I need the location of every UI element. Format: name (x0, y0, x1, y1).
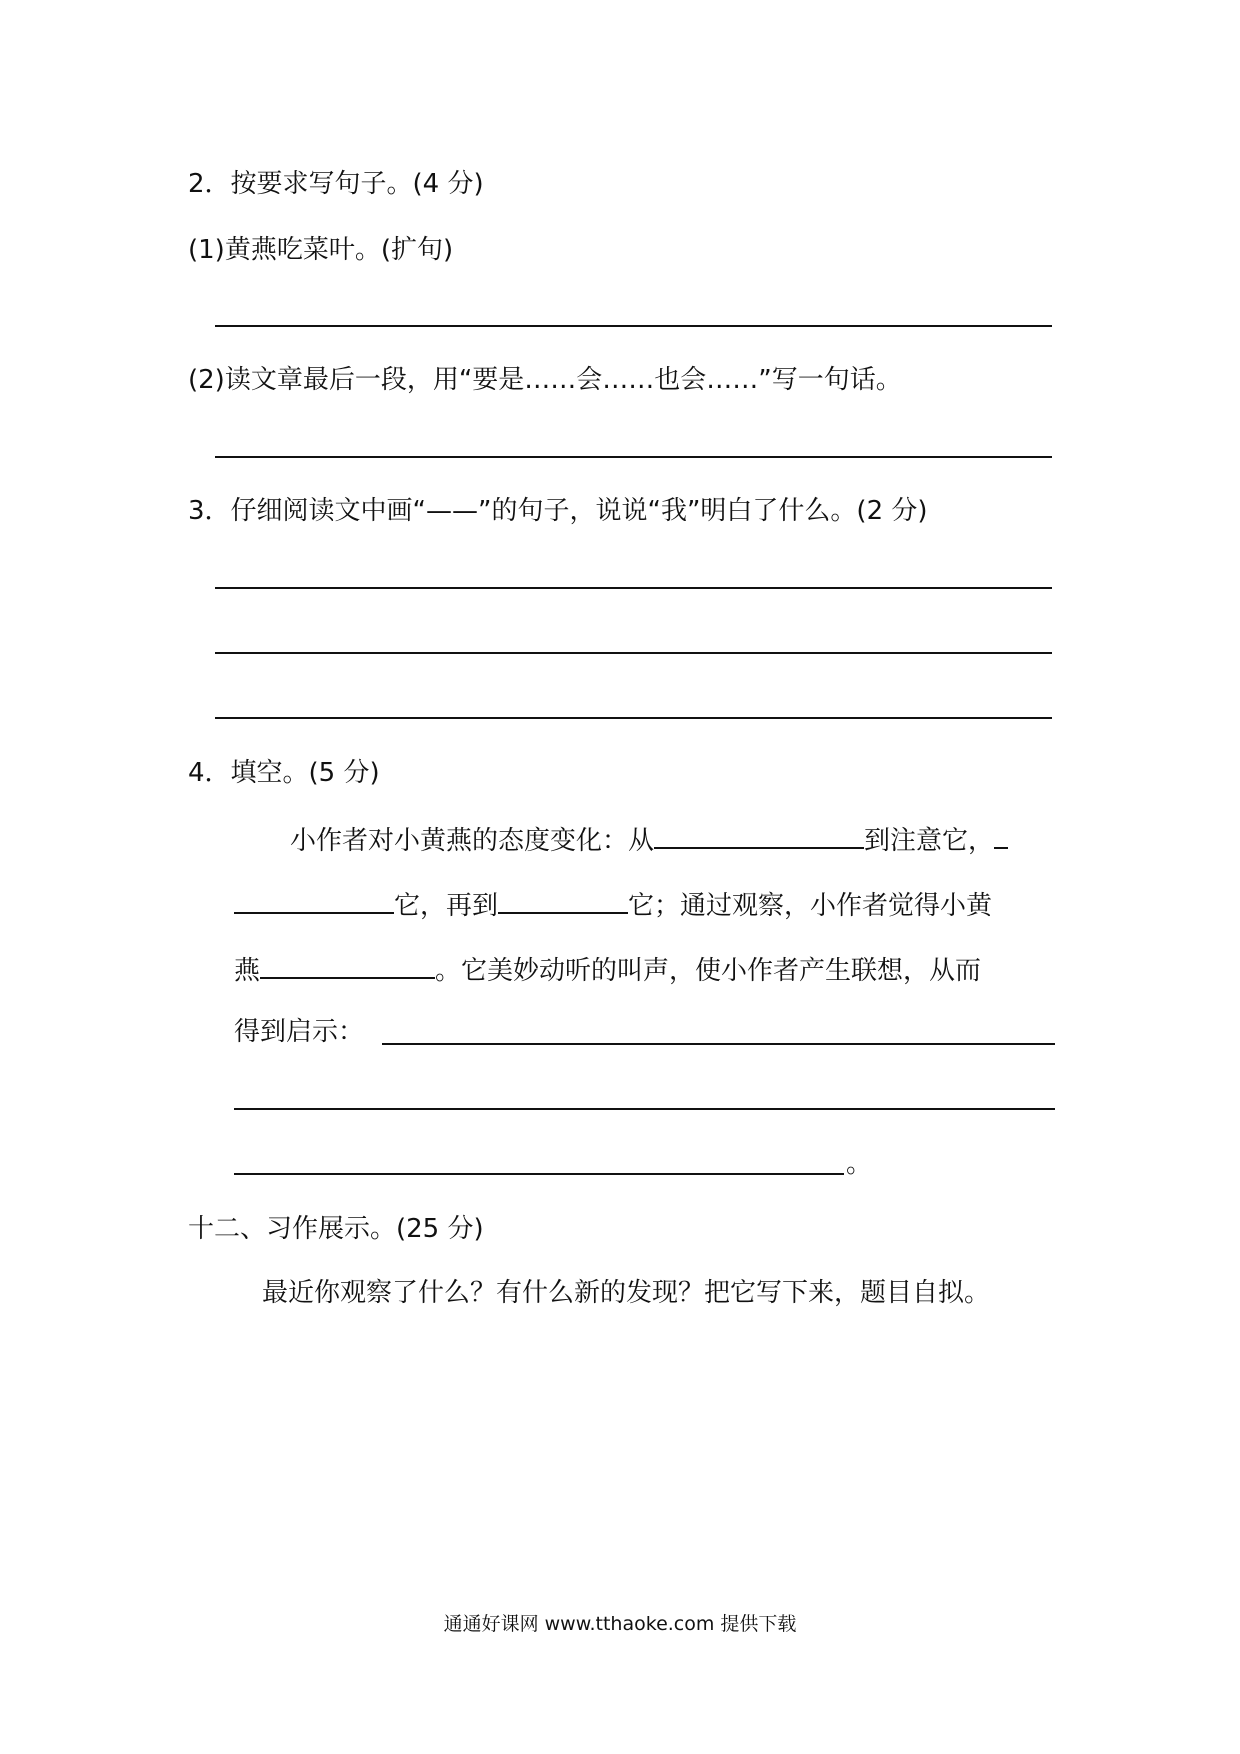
section-12-prompt: 最近你观察了什么？有什么新的发现？把它写下来，题目自拟。 (262, 1278, 991, 1308)
answer-line-q2-2[interactable] (215, 456, 1052, 458)
q4-line-2 (234, 886, 992, 922)
answer-line-q3-2[interactable] (215, 652, 1052, 654)
answer-line-q2-1[interactable] (215, 325, 1052, 327)
blank-attitude-3[interactable] (498, 886, 628, 914)
q4-line1-text-a: 小作者对小黄燕的态度变化：从 (290, 826, 655, 856)
q4-line2-text-b: 它；通过观察，小作者觉得小黄 (628, 891, 993, 921)
answer-line-q4-inspiration-2[interactable] (234, 1108, 1055, 1110)
blank-attitude-2-start[interactable] (994, 821, 1008, 849)
section-12-heading: 十二、习作展示。(25 分) (188, 1214, 484, 1244)
q4-line-3 (234, 951, 981, 987)
q2-heading: 2．按要求写句子。(4 分) (188, 169, 484, 199)
q4-heading: 4．填空。(5 分) (188, 758, 380, 788)
answer-line-q4-inspiration-3[interactable] (234, 1173, 844, 1175)
page-footer: 通通好课网 www.tthaoke.com 提供下载 (443, 1613, 797, 1635)
q2-sub1-prompt: (1)黄燕吃菜叶。(扩句) (188, 235, 454, 265)
q4-line2-text-a: 它，再到 (394, 891, 499, 921)
answer-line-q4-inspiration-1[interactable] (382, 1043, 1055, 1045)
blank-attitude-2[interactable] (234, 886, 394, 914)
blank-attitude-from[interactable] (654, 821, 864, 849)
q4-line4-label: 得到启示： (234, 1017, 365, 1047)
q4-line-1 (290, 821, 1008, 857)
q3-heading: 3．仔细阅读文中画“——”的句子，说说“我”明白了什么。(2 分) (188, 496, 928, 526)
answer-line-q3-3[interactable] (215, 717, 1052, 719)
blank-swallow-trait[interactable] (260, 951, 435, 979)
answer-line-q3-1[interactable] (215, 587, 1052, 589)
q4-line1-text-b: 到注意它， (864, 826, 995, 856)
q4-line3-text-a: 燕 (234, 956, 261, 986)
q4-line6-period: 。 (846, 1149, 873, 1179)
q2-sub2-prompt: (2)读文章最后一段，用“要是……会……也会……”写一句话。 (188, 365, 902, 395)
q4-line3-text-b: 。它美妙动听的叫声，使小作者产生联想，从而 (435, 956, 982, 986)
